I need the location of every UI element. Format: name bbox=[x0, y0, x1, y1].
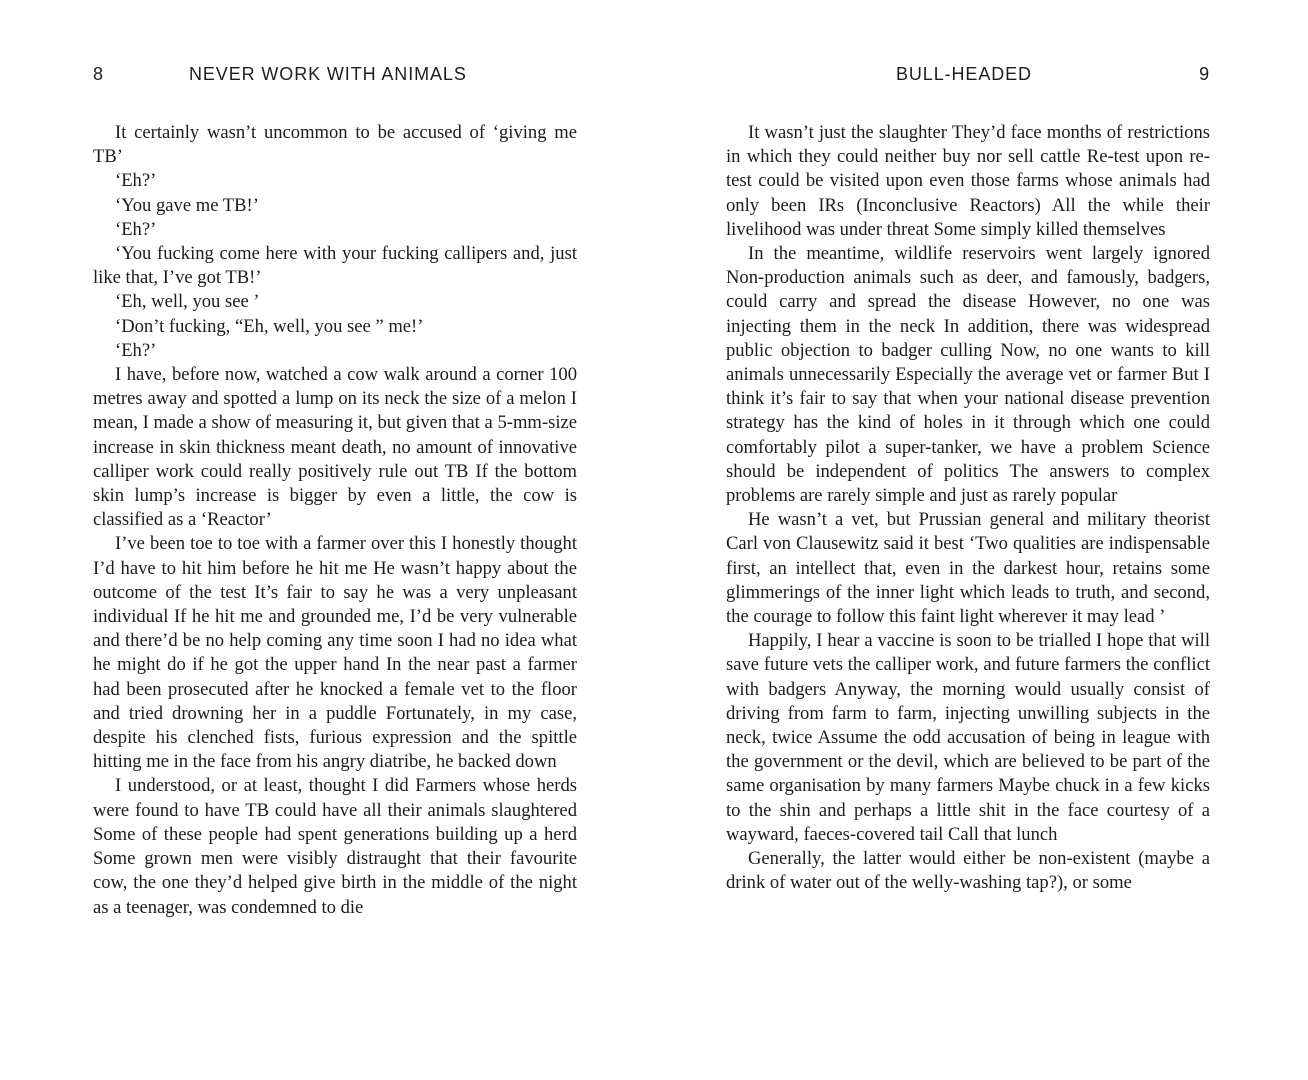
right-page-body bbox=[726, 121, 1210, 896]
paragraph: Generally, the latter would either be non-existent (maybe a drink of water out of the welly-washing tap?), or some bbox=[726, 848, 1210, 894]
paragraph: I’ve been toe to toe with a farmer over this I honestly thought I’d have to hit him before he hit me He wasn’t happy about the outcome of the test It’s fair to say he was a very unpleasant individual If he hit me and grounded me, I’d be very vulnerable and there’d be no help coming any time soon I had no idea what he might do if he got the upper hand In the near past a farmer had been prosecuted after he knocked a female vet to the floor and tried drowning her in a puddle Fortunately, in my case, despite his clenched fists, furious expression and the spittle hitting me in the face from his angry diatribe, he backed down bbox=[93, 533, 577, 773]
right-page bbox=[726, 0, 1210, 1080]
dialog-line: ‘You gave me TB!’ bbox=[115, 194, 259, 216]
dialog-line: ‘Eh, well, you see ’ bbox=[115, 291, 260, 313]
dialog-line: ‘Eh?’ bbox=[115, 339, 157, 361]
paragraph: He wasn’t a vet, but Prussian general and military theorist Carl von Clausewitz said it best ‘Two qualities are indispensable first, an intellect that, even in the darkest hour, retains some glimmerings of the inner light which leads to truth, and second, the courage to follow this faint light wherever it may lead ’ bbox=[726, 509, 1210, 628]
dialog-line: ‘Eh?’ bbox=[115, 170, 157, 192]
paragraph: Happily, I hear a vaccine is soon to be trialled I hope that will save future vets the calliper work, and future farmers the conflict with badgers Anyway, the morning would usually consist of driving from farm to farm, injecting unwilling subjects in the neck, twice Assume the odd accusation of being in league with the government or the devil, which are believed to be part of the same organisation by many farmers Maybe chuck in a few kicks to the shin and perhaps a little shit in the face courtesy of a wayward, faeces-covered tail Call that lunch bbox=[726, 630, 1210, 845]
right-running-head: BULL-HEADED bbox=[896, 64, 1032, 84]
left-page-body bbox=[93, 121, 577, 920]
left-running-head: NEVER WORK WITH ANIMALS bbox=[189, 64, 467, 84]
dialog-line: ‘Don’t fucking, “Eh, well, you see ” me!’ bbox=[115, 315, 424, 337]
paragraph: It wasn’t just the slaughter They’d face months of restrictions in which they could neither buy nor sell cattle Re-test upon re-test could be visited upon even those farms whose animals had only been IRs (Inconclusive Reactors) All the while their livelihood was under threat Some simply killed themselves bbox=[726, 122, 1210, 240]
right-page-header bbox=[726, 64, 1210, 90]
dialog-line: ‘Eh?’ bbox=[115, 218, 157, 240]
right-page-number: 9 bbox=[1199, 64, 1210, 84]
paragraph: In the meantime, wildlife reservoirs went largely ignored Non-production animals such as deer, and famously, badgers, could carry and spread the disease However, no one was injecting them in the neck In addition, there was widespread public objection to badger culling Now, no one wants to kill animals unnecessarily Especially the average vet or farmer But I think it’s fair to say that when your national disease prevention strategy has the kind of holes in it through which one could comfortably pilot a super-tanker, we have a problem Science should be independent of politics The answers to complex problems are rarely simple and just as rarely popular bbox=[726, 243, 1210, 507]
left-page-header bbox=[93, 64, 577, 90]
dialog-line: ‘You fucking come here with your fucking callipers and, just like that, I’ve got TB!’ bbox=[93, 243, 577, 289]
left-page-number: 8 bbox=[93, 64, 104, 84]
paragraph: It certainly wasn’t uncommon to be accused of ‘giving me TB’ bbox=[93, 122, 577, 168]
left-page bbox=[93, 0, 577, 1080]
paragraph: I understood, or at least, thought I did Farmers whose herds were found to have TB could have all their animals slaughtered Some of these people had spent generations building up a herd Some grown men were visibly distraught that their favourite cow, the one they’d helped give birth in the middle of the night as a teenager, was condemned to die bbox=[93, 775, 577, 918]
paragraph: I have, before now, watched a cow walk around a corner 100 metres away and spotted a lump on its neck the size of a melon I mean, I made a show of measuring it, but given that a 5-mm-size increase in skin thickness meant death, no amount of innovative calliper work could really positively rule out TB If the bottom skin lump’s increase is bigger by even a little, the cow is classified as a ‘Reactor’ bbox=[93, 364, 577, 531]
